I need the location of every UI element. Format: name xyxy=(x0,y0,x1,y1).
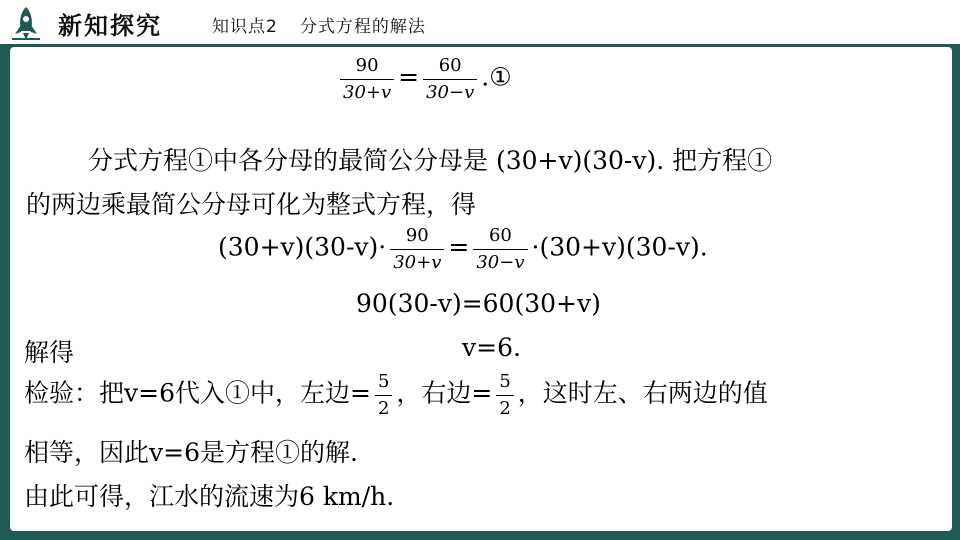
equation-right-factor: ·(30+v)(30-v). xyxy=(531,232,708,262)
content-card xyxy=(10,47,952,531)
conclusion: 由此可得，江水的流速为6 km/h. xyxy=(24,482,395,511)
fraction xyxy=(375,371,392,419)
solve-label: 解得 xyxy=(24,338,75,367)
section-title: 新知探究 xyxy=(58,12,162,40)
denominator: 30−v xyxy=(476,251,525,273)
equation-left-factor: (30+v)(30-v)· xyxy=(218,232,387,262)
numerator: 90 xyxy=(390,225,444,250)
equals-sign: = xyxy=(398,62,420,92)
numerator: 90 xyxy=(340,55,394,80)
denominator: 30−v xyxy=(426,81,475,103)
fraction xyxy=(340,55,394,103)
fraction xyxy=(496,371,513,419)
denominator: 30+v xyxy=(393,251,442,273)
solution: v=6. xyxy=(462,333,521,362)
numerator: 60 xyxy=(473,225,527,250)
equation-2 xyxy=(218,225,708,273)
paragraph-line: 的两边乘最简公分母可化为整式方程，得 xyxy=(26,190,477,219)
equation-3: 90(30-v)=60(30+v) xyxy=(356,289,601,318)
topic-heading xyxy=(212,12,426,37)
numerator: 5 xyxy=(496,371,513,396)
fraction xyxy=(423,55,477,103)
topic-name: 分式方程的解法 xyxy=(299,17,426,37)
numerator: 60 xyxy=(423,55,477,80)
denominator: 2 xyxy=(499,397,511,419)
equation-marker: .① xyxy=(481,62,512,92)
check-line-2: 相等，因此v=6是方程①的解. xyxy=(24,438,358,467)
header-bar xyxy=(0,0,960,46)
fraction xyxy=(390,225,444,273)
rocket-icon xyxy=(10,6,42,42)
denominator: 2 xyxy=(377,397,390,419)
check-prefix: 检验：把v=6代入①中，左边= xyxy=(24,378,371,408)
check-suffix: ，这时左、右两边的值 xyxy=(517,378,768,408)
topic-label: 知识点2 xyxy=(212,17,278,37)
equals-sign: = xyxy=(448,232,470,262)
numerator: 5 xyxy=(375,371,392,396)
equation-1 xyxy=(336,55,512,103)
check-line xyxy=(24,371,768,419)
denominator: 30+v xyxy=(343,81,392,103)
paragraph-line: 分式方程①中各分母的最简公分母是 (30+v)(30-v). 把方程① xyxy=(88,146,773,175)
fraction xyxy=(473,225,527,273)
check-middle: ，右边= xyxy=(396,378,493,408)
